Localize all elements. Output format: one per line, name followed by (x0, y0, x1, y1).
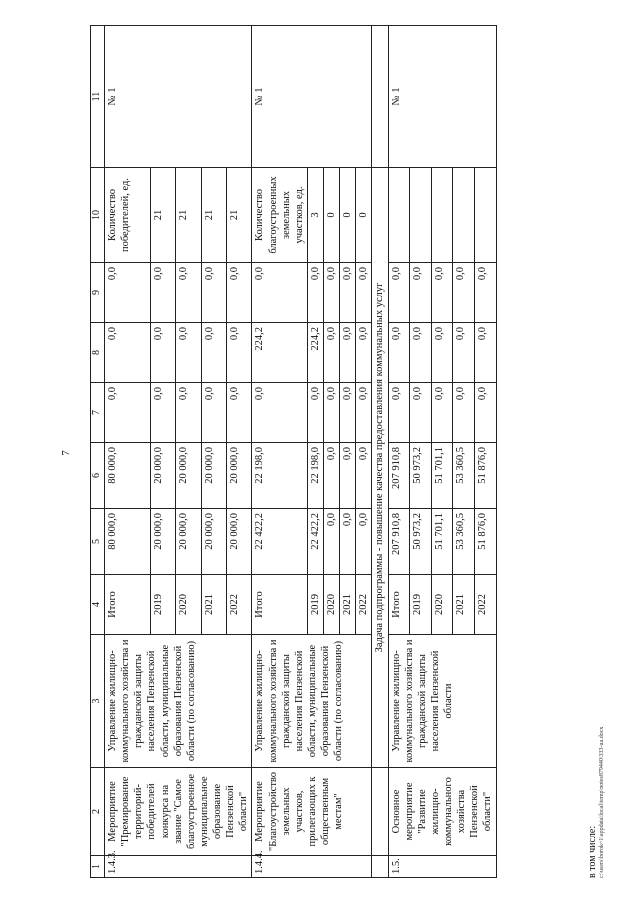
year-value-c5: 0,0 (356, 509, 372, 575)
total-value-c9: 0,0 (105, 263, 151, 323)
table-body (91, 26, 497, 878)
task-row-empty (372, 768, 388, 856)
column-number-row (91, 26, 105, 878)
year-value-c6: 0,0 (356, 443, 372, 509)
total-value-c7: 0,0 (105, 383, 151, 443)
column-number-header: 7 (91, 383, 105, 443)
year-value-c9: 0,0 (307, 263, 323, 323)
indicator-value: 21 (227, 168, 252, 263)
year-label: 2021 (340, 575, 356, 635)
total-value-c8: 0,0 (105, 323, 151, 383)
year-value-c7: 0,0 (340, 383, 356, 443)
column-number-header: 2 (91, 768, 105, 856)
year-value-c6: 51 876,0 (474, 443, 496, 509)
indicator-value (431, 168, 453, 263)
year-value-c6: 51 701,1 (431, 443, 453, 509)
year-value-c6: 53 360,5 (453, 443, 475, 509)
year-value-c7: 0,0 (474, 383, 496, 443)
year-value-c8: 224,2 (307, 323, 323, 383)
year-value-c5: 20 000,0 (201, 509, 226, 575)
indicator-value: 21 (176, 168, 201, 263)
year-value-c8: 0,0 (201, 323, 226, 383)
total-label: Итого (105, 575, 151, 635)
column-number-header: 6 (91, 443, 105, 509)
year-value-c6: 20 000,0 (150, 443, 175, 509)
task-row-empty (372, 856, 388, 878)
indicator-reference: № 1 (105, 26, 252, 168)
year-value-c8: 0,0 (340, 323, 356, 383)
year-value-c7: 0,0 (150, 383, 175, 443)
year-value-c7: 0,0 (324, 383, 340, 443)
year-value-c7: 0,0 (431, 383, 453, 443)
year-value-c7: 0,0 (307, 383, 323, 443)
year-value-c5: 51 701,1 (431, 509, 453, 575)
year-value-c5: 51 876,0 (474, 509, 496, 575)
total-value-c5: 80 000,0 (105, 509, 151, 575)
file-path-footer: c:\users\borok~1\appdata\local\temp\notes879440\333-ua.docx (599, 726, 605, 878)
year-value-c8: 0,0 (324, 323, 340, 383)
rotated-table-page (90, 26, 605, 878)
year-value-c5: 50 973,2 (410, 509, 432, 575)
indicator-name: Количество благоустроенных земельных участков, ед. (252, 168, 308, 263)
year-value-c7: 0,0 (176, 383, 201, 443)
year-value-c9: 0,0 (150, 263, 175, 323)
column-number-header: 11 (91, 26, 105, 168)
year-value-c9: 0,0 (227, 263, 252, 323)
year-value-c6: 20 000,0 (176, 443, 201, 509)
indicator-name (388, 168, 410, 263)
measure-row-total (388, 26, 410, 878)
indicator-value: 0 (340, 168, 356, 263)
year-value-c6: 20 000,0 (227, 443, 252, 509)
year-value-c6: 22 198,0 (307, 443, 323, 509)
program-measures-table (90, 25, 497, 878)
year-value-c9: 0,0 (431, 263, 453, 323)
year-value-c8: 0,0 (227, 323, 252, 383)
indicator-value (453, 168, 475, 263)
measure-number: 1.4.3. (105, 856, 252, 878)
task-row (372, 26, 388, 878)
year-label: 2020 (431, 575, 453, 635)
year-value-c8: 0,0 (150, 323, 175, 383)
indicator-name: Количество победителей, ед. (105, 168, 151, 263)
year-value-c7: 0,0 (410, 383, 432, 443)
year-value-c7: 0,0 (227, 383, 252, 443)
indicator-value: 3 (307, 168, 323, 263)
responsible-executor: Управление жилищно-коммунального хозяйства и гражданской защиты населения Пензенской области, муниципальные образования Пензенской области (по согласованию) (252, 635, 372, 768)
year-value-c9: 0,0 (410, 263, 432, 323)
year-label: 2021 (453, 575, 475, 635)
year-value-c8: 0,0 (474, 323, 496, 383)
year-value-c9: 0,0 (474, 263, 496, 323)
total-value-c9: 0,0 (252, 263, 308, 323)
year-value-c5: 0,0 (340, 509, 356, 575)
year-value-c9: 0,0 (324, 263, 340, 323)
year-value-c5: 20 000,0 (176, 509, 201, 575)
measure-row-total (252, 26, 308, 878)
year-label: 2022 (356, 575, 372, 635)
year-value-c9: 0,0 (453, 263, 475, 323)
page-number: 7 (60, 450, 72, 456)
year-value-c9: 0,0 (356, 263, 372, 323)
measure-name: Основное мероприятие "Развитие жилищно-коммунального хозяйства Пензенской области" (388, 768, 496, 856)
total-value-c6: 22 198,0 (252, 443, 308, 509)
year-value-c5: 22 422,2 (307, 509, 323, 575)
total-value-c9: 0,0 (388, 263, 410, 323)
column-number-header: 3 (91, 635, 105, 768)
column-number-header: 10 (91, 168, 105, 263)
indicator-value (410, 168, 432, 263)
total-value-c7: 0,0 (388, 383, 410, 443)
measure-name: Мероприятие "Премирование территорий-победителей конкурса на звание "Самое благоустроенное муниципальное образование Пензенской области" (105, 768, 252, 856)
in-total-label: в том числе: (587, 825, 598, 878)
year-value-c8: 0,0 (453, 323, 475, 383)
year-label: 2019 (307, 575, 323, 635)
year-label: 2019 (410, 575, 432, 635)
indicator-value (474, 168, 496, 263)
year-value-c9: 0,0 (176, 263, 201, 323)
year-value-c7: 0,0 (356, 383, 372, 443)
column-number-header: 1 (91, 856, 105, 878)
year-value-c5: 20 000,0 (227, 509, 252, 575)
year-value-c6: 0,0 (340, 443, 356, 509)
measure-number: 1.4.4. (252, 856, 372, 878)
total-label: Итого (252, 575, 308, 635)
column-number-header: 9 (91, 263, 105, 323)
year-value-c8: 0,0 (431, 323, 453, 383)
year-value-c9: 0,0 (201, 263, 226, 323)
year-label: 2021 (201, 575, 226, 635)
year-value-c5: 0,0 (324, 509, 340, 575)
year-value-c5: 20 000,0 (150, 509, 175, 575)
year-value-c9: 0,0 (340, 263, 356, 323)
total-value-c8: 224,2 (252, 323, 308, 383)
total-value-c5: 207 910,8 (388, 509, 410, 575)
year-label: 2019 (150, 575, 175, 635)
total-value-c8: 0,0 (388, 323, 410, 383)
indicator-value: 21 (150, 168, 175, 263)
indicator-reference: № 1 (252, 26, 372, 168)
year-label: 2020 (324, 575, 340, 635)
responsible-executor: Управление жилищно-коммунального хозяйства и гражданской защиты населения Пензенской области, муниципальные образования Пензенской области (по согласованию) (105, 635, 252, 768)
year-value-c8: 0,0 (410, 323, 432, 383)
total-value-c7: 0,0 (252, 383, 308, 443)
year-value-c6: 20 000,0 (201, 443, 226, 509)
year-value-c8: 0,0 (176, 323, 201, 383)
year-label: 2022 (227, 575, 252, 635)
column-number-header: 5 (91, 509, 105, 575)
indicator-value: 0 (324, 168, 340, 263)
indicator-value: 0 (356, 168, 372, 263)
measure-number: 1.5. (388, 856, 496, 878)
total-value-c6: 207 910,8 (388, 443, 410, 509)
indicator-value: 21 (201, 168, 226, 263)
measure-row-total (105, 26, 151, 878)
year-value-c5: 53 360,5 (453, 509, 475, 575)
year-label: 2022 (474, 575, 496, 635)
year-value-c7: 0,0 (453, 383, 475, 443)
responsible-executor: Управление жилищно-коммунального хозяйства и гражданской защиты населения Пензенской области (388, 635, 496, 768)
total-value-c6: 80 000,0 (105, 443, 151, 509)
task-title: Задача подпрограммы - повышение качества предоставления коммунальных услуг (372, 168, 388, 768)
year-value-c8: 0,0 (356, 323, 372, 383)
task-row-empty (372, 26, 388, 168)
year-value-c6: 0,0 (324, 443, 340, 509)
indicator-reference: № 1 (388, 26, 496, 168)
column-number-header: 4 (91, 575, 105, 635)
year-value-c6: 50 973,2 (410, 443, 432, 509)
measure-name: Мероприятие "Благоустройство земельных участков, прилегающих к общественным местам" (252, 768, 372, 856)
year-value-c7: 0,0 (201, 383, 226, 443)
total-value-c5: 22 422,2 (252, 509, 308, 575)
year-label: 2020 (176, 575, 201, 635)
column-number-header: 8 (91, 323, 105, 383)
total-label: Итого (388, 575, 410, 635)
